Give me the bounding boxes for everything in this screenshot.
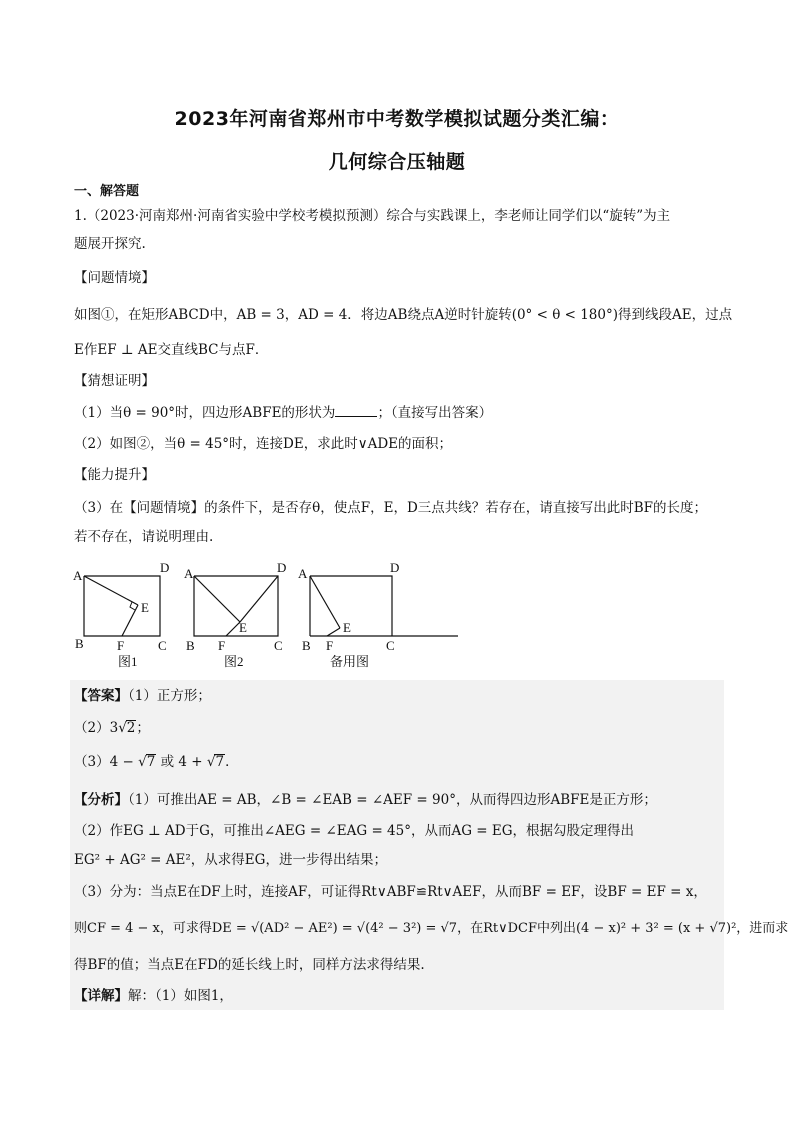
- answer-3-radicand-2: 7: [215, 754, 225, 770]
- fig1-label-a: A: [73, 568, 83, 583]
- analysis-label: 【分析】: [74, 792, 128, 808]
- fig1-label-b: B: [75, 636, 84, 651]
- fig3-label-a: A: [298, 566, 308, 581]
- answer-1: （1）正方形；: [128, 688, 211, 704]
- answer-3-radicand-1: 7: [146, 754, 156, 770]
- fig2-label-f: F: [218, 638, 226, 653]
- heading-problem: 【问题情境】: [74, 270, 155, 286]
- fig2-label-d: D: [277, 560, 287, 575]
- fig3-label-e: E: [343, 620, 351, 635]
- answer-line-2: （2）3√2；: [74, 720, 150, 736]
- part-3-line-1: （3）在【问题情境】的条件下，是否存θ，使点F，E，D三点共线？若存在，请直接写出此时BF的长度；: [74, 500, 708, 516]
- question-intro-2: 题展开探究.: [74, 236, 146, 252]
- fig3-label-c: C: [386, 638, 395, 653]
- fig2-caption: 图2: [224, 654, 244, 669]
- question-intro-1: 1.（2023·河南郑州·河南省实验中学校考模拟预测）综合与实践课上，李老师让同学们以“旋转”为主: [74, 208, 671, 224]
- fig3-label-b: B: [302, 638, 311, 653]
- fig2-label-a: A: [184, 566, 194, 581]
- analysis-line-4: （3）分为：当点E在DF上时，连接AF，可证得Rt∨ABF≌Rt∨AEF，从而BF = EF，设BF = EF = x，: [74, 884, 707, 900]
- analysis-text-1: （1）可推出AE = AB，∠B = ∠EAB = ∠AEF = 90°，从而得四边形ABFE是正方形；: [128, 792, 657, 808]
- answer-3-pre: （3）4 −: [74, 754, 139, 770]
- detail-text-1: 解：（1）如图1，: [128, 988, 233, 1004]
- answer-3-mid: 或 4 +: [156, 754, 207, 770]
- analysis-line-6: 得BF的值；当点E在FD的延长线上时，同样方法求得结果.: [74, 957, 425, 973]
- part-3-line-2: 若不存在，请说明理由.: [74, 529, 214, 545]
- fig1-label-c: C: [158, 638, 167, 653]
- problem-line-1: 如图①，在矩形ABCD中，AB = 3，AD = 4．将边AB绕点A逆时针旋转(0° < θ < 180°)得到线段AE，过点: [74, 307, 733, 323]
- fig2-label-e: E: [239, 620, 247, 635]
- heading-guess: 【猜想证明】: [74, 373, 155, 389]
- figure-1: [70, 560, 180, 674]
- answer-line-3: （3）4 − √7 或 4 + √7．: [74, 754, 239, 770]
- analysis-line-1: [74, 790, 657, 810]
- page-title-line1: 2023年河南省郑州市中考数学模拟试题分类汇编：: [174, 108, 620, 130]
- analysis-line-5: 则CF = 4 − x，可求得DE = √(AD² − AE²) = √(4² − 3²) = √7，在Rt∨DCF中列出(4 − x)² + 3² = (x + √7)²，进而求: [74, 921, 789, 936]
- fig3-caption: 备用图: [330, 654, 370, 669]
- answer-2-radicand: 2: [126, 720, 136, 736]
- page-title-line2: 几何综合压轴题: [328, 151, 466, 173]
- answer-section: [70, 680, 789, 1010]
- part-1: [74, 402, 492, 423]
- analysis-line-2: （2）作EG ⊥ AD于G，可推出∠AEG = ∠EAG = 45°，从而AG = EG，根据勾股定理得出: [74, 823, 635, 839]
- detail-label: 【详解】: [74, 988, 128, 1004]
- fig2-label-c: C: [274, 638, 283, 653]
- fig1-label-f: F: [117, 638, 125, 653]
- answer-blank: [335, 402, 377, 417]
- fig3-label-f: F: [326, 638, 334, 653]
- problem-line-2: E作EF ⊥ AE交直线BC与点F．: [74, 342, 269, 358]
- part-1-text: （1）当θ = 90°时，四边形ABFE的形状为: [74, 405, 336, 421]
- answer-3-post: ．: [225, 754, 239, 770]
- fig1-caption: 图1: [118, 654, 138, 669]
- fig3-label-d: D: [390, 560, 400, 575]
- figure-3: [290, 560, 465, 674]
- fig2-label-b: B: [186, 638, 195, 653]
- heading-ability: 【能力提升】: [74, 467, 155, 483]
- figure-2: [180, 560, 290, 674]
- section-heading: 一、解答题: [74, 184, 140, 199]
- answer-line-1: [74, 686, 211, 706]
- answer-2-pre: （2）3: [74, 720, 119, 736]
- part-2: （2）如图②，当θ = 45°时，连接DE，求此时∨ADE的面积；: [74, 436, 453, 452]
- detail-line-1: [74, 986, 233, 1006]
- part-1-suffix: ；（直接写出答案）: [377, 405, 493, 421]
- fig1-label-e: E: [141, 600, 149, 615]
- analysis-line-3: EG² + AG² = AE²，从求得EG，进一步得出结果；: [74, 852, 387, 868]
- answer-label: 【答案】: [74, 688, 128, 704]
- fig1-label-d: D: [160, 560, 170, 575]
- answer-2-post: ；: [136, 720, 150, 736]
